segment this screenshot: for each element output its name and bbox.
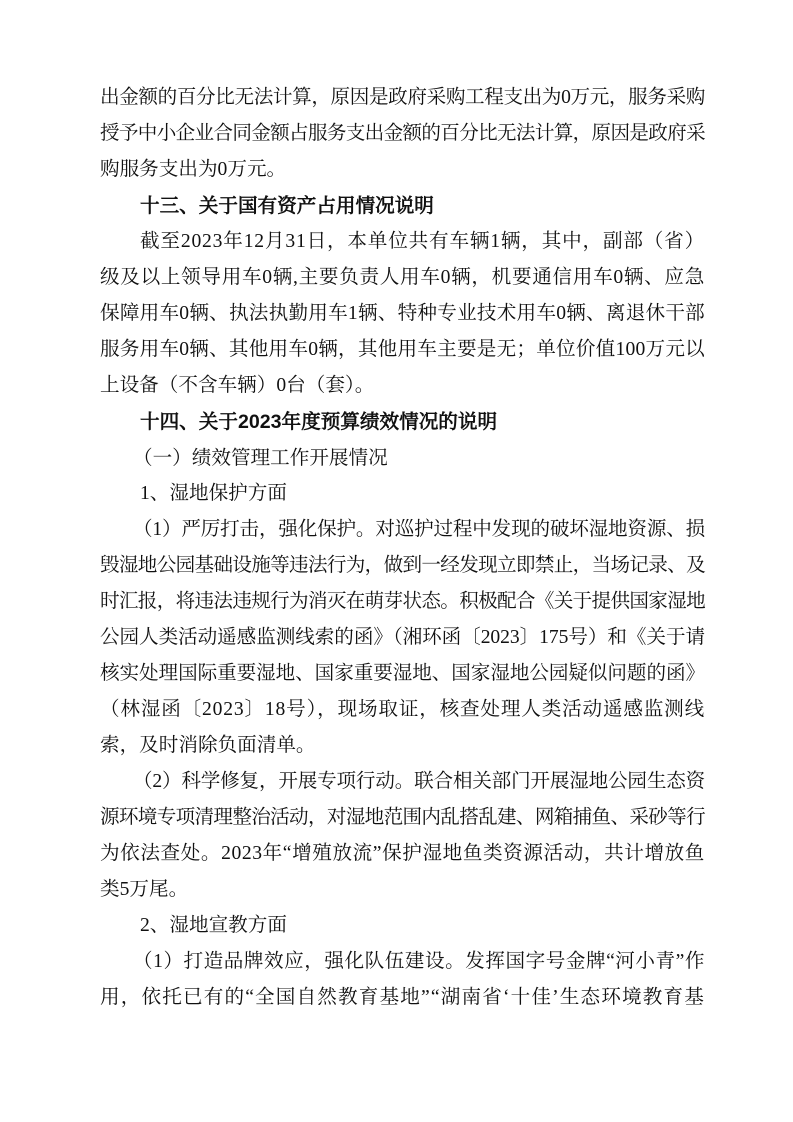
text-line-content: 索，及时消除负面清单。 — [100, 735, 316, 756]
body-text-line — [100, 584, 705, 620]
text-line-content: （一）绩效管理工作开展情况 — [133, 447, 388, 469]
text-line-content: 十四、关于2023年度预算绩效情况的说明 — [140, 411, 498, 433]
item-heading — [140, 476, 705, 512]
body-text-line — [100, 656, 705, 692]
paragraph-first-line — [133, 512, 705, 548]
body-text-line — [100, 980, 705, 1016]
body-text-line — [100, 872, 705, 908]
body-text-line — [100, 548, 705, 584]
text-line-content: 1、湿地保护方面 — [140, 483, 287, 504]
body-text-line — [100, 728, 705, 764]
paragraph-first-line — [133, 764, 705, 800]
body-text-line — [100, 260, 705, 296]
text-line-content: （2）科学修复，开展专项行动。联合相关部门开展湿地公园生态资 — [133, 771, 705, 792]
section-heading — [140, 188, 705, 224]
body-text-line — [100, 116, 705, 152]
paragraph-first-line — [133, 944, 705, 980]
text-line-content: 服务用车0辆、其他用车0辆，其他用车主要是无；单位价值100万元以 — [100, 339, 705, 360]
text-line-content: 级及以上领导用车0辆,主要负责人用车0辆，机要通信用车0辆、应急 — [100, 267, 705, 288]
body-text-line — [100, 152, 705, 188]
body-text-line — [100, 368, 705, 404]
text-line-content: 为依法查处。2023年“增殖放流”保护湿地鱼类资源活动，共计增放鱼 — [100, 843, 705, 864]
text-line-content: 用，依托已有的“全国自然教育基地”“湖南省‘十佳’生态环境教育基 — [100, 987, 705, 1008]
text-line-content: 授予中小企业合同金额占服务支出金额的百分比无法计算，原因是政府采 — [100, 123, 705, 144]
body-text-line — [100, 296, 705, 332]
body-text-line — [100, 836, 705, 872]
text-line-content: （林湿函〔2023〕18号），现场取证，核查处理人类活动遥感监测线 — [100, 699, 705, 720]
text-line-content: 出金额的百分比无法计算，原因是政府采购工程支出为0万元，服务采购 — [100, 87, 705, 108]
body-text-line — [100, 80, 705, 116]
text-line-content: 核实处理国际重要湿地、国家重要湿地、国家湿地公园疑似问题的函》 — [100, 663, 705, 684]
text-line-content: 上设备（不含车辆）0台（套）。 — [100, 375, 375, 396]
text-line-content: 毁湿地公园基础设施等违法行为，做到一经发现立即禁止，当场记录、及 — [100, 555, 705, 576]
text-line-content: （1）严厉打击，强化保护。对巡护过程中发现的破坏湿地资源、损 — [133, 519, 705, 540]
text-line-content: 公园人类活动遥感监测线索的函》（湘环函〔2023〕175号）和《关于请 — [100, 627, 705, 648]
text-line-content: 十三、关于国有资产占用情况说明 — [140, 195, 434, 217]
text-line-content: 时汇报，将违法违规行为消灭在萌芽状态。积极配合《关于提供国家湿地 — [100, 591, 705, 612]
text-line-content: 购服务支出为0万元。 — [100, 159, 287, 180]
text-line-content: 截至2023年12月31日，本单位共有车辆1辆，其中，副部（省） — [140, 231, 705, 252]
text-line-content: 保障用车0辆、执法执勤用车1辆、特种专业技术用车0辆、离退休干部 — [100, 303, 705, 324]
body-text-line — [100, 620, 705, 656]
text-line-content: 源环境专项清理整治活动，对湿地范围内乱搭乱建、网箱捕鱼、采砂等行 — [100, 807, 705, 828]
body-text-line — [100, 332, 705, 368]
text-line-content: 类5万尾。 — [100, 879, 189, 900]
item-heading — [140, 908, 705, 944]
text-line-content: 2、湿地宣教方面 — [140, 915, 287, 936]
paragraph-first-line — [140, 224, 705, 260]
section-heading — [140, 404, 705, 440]
text-line-content: （1）打造品牌效应，强化队伍建设。发挥国字号金牌“河小青”作 — [133, 951, 705, 972]
body-text-line — [100, 800, 705, 836]
subsection-heading — [133, 440, 705, 476]
body-text-line — [100, 692, 705, 728]
